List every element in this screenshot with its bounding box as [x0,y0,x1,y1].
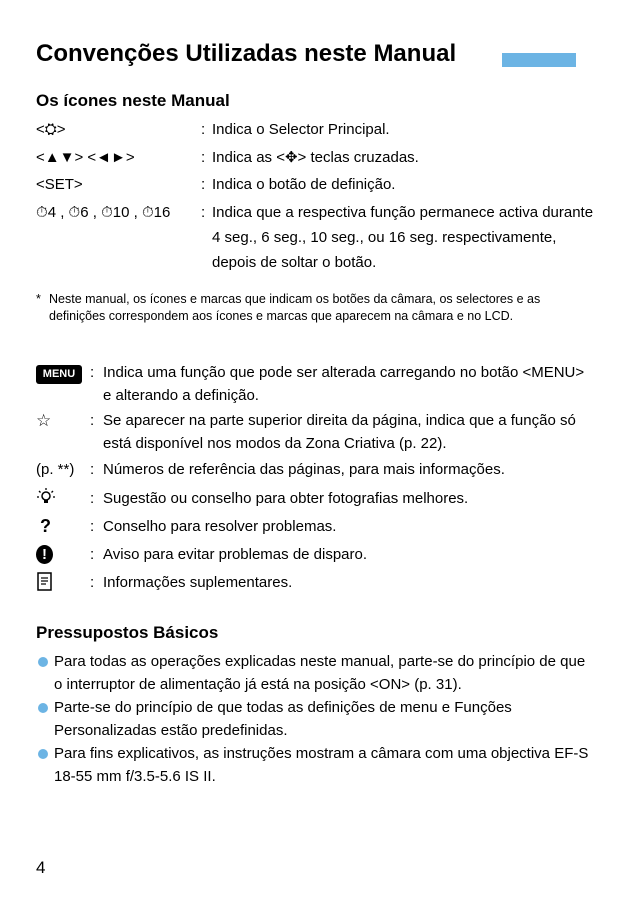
menu-icon: MENU [36,361,82,384]
memo-icon [36,571,54,600]
page-number: 4 [36,858,46,877]
bullet-dot-icon [38,749,48,759]
icon-description: Números de referência das páginas, para mais informações. [103,461,505,478]
colon: : [201,149,206,166]
icon-description: Se aparecer na parte superior direita da página, indica que a função só está disponível nos modos da Zona Criativa (p. 22). [103,412,576,452]
icon-description: Informações suplementares. [103,574,293,591]
colon: : [90,546,95,563]
definition-text: Indica o botão de definição. [212,176,396,193]
page-reference-symbol: (p. **) [36,461,75,478]
colon: : [90,412,95,429]
colon: : [90,490,95,507]
list-item-text: Para todas as operações explicadas neste manual, parte-se do princípio de que o interruptor de alimentação já está na posição <ON> (p. 31). [54,653,586,693]
colon: : [90,574,95,591]
icon-description: Indica uma função que pode ser alterada carregando no botão <MENU> e alterando a definição. [103,364,585,404]
colon: : [90,364,95,381]
section-heading-basics: Pressupostos Básicos [36,623,219,642]
lightbulb-icon [36,487,56,514]
main-dial-symbol: <⛭> [36,121,66,138]
bullet-dot-icon [38,703,48,713]
cross-keys-symbol: <▲▼> <◄►> [36,149,135,166]
timer-symbols: ⏱4 , ⏱6 , ⏱10 , ⏱16 [36,204,171,221]
list-item [36,696,596,742]
list-item [36,650,596,696]
colon: : [201,121,206,138]
title-accent-bar [502,53,576,67]
colon: : [201,176,206,193]
star-icon: ☆ [36,411,52,430]
definition-text: Indica as <✥> teclas cruzadas. [212,149,419,166]
icon-description: Aviso para evitar problemas de disparo. [103,546,368,563]
colon: : [90,461,95,478]
warning-icon: ! [36,545,53,564]
list-item-text: Parte-se do princípio de que todas as definições de menu e Funções Personalizadas estão predefinidas. [54,699,512,739]
icon-description: Conselho para resolver problemas. [103,518,337,535]
list-item [36,742,596,788]
question-icon: ? [40,516,51,536]
colon: : [201,204,206,221]
bullet-list [36,650,596,788]
set-button-symbol: <SET> [36,176,83,193]
icon-description: Sugestão ou conselho para obter fotografias melhores. [103,490,469,507]
definition-text: Indica o Selector Principal. [212,121,390,138]
footnote-text: Neste manual, os ícones e marcas que indicam os botões da câmara, os selectores e as definições correspondem aos ícones e marcas que aparecem na câmara e no LCD. [49,292,541,323]
page-title: Convenções Utilizadas neste Manual [36,40,457,67]
section-heading-icons: Os ícones neste Manual [36,91,230,110]
footnote-marker: * [36,292,41,306]
definition-text: Indica que a respectiva função permanece activa durante 4 seg., 6 seg., 10 seg., ou 16 seg. respectivamente, depois de soltar o botão. [212,204,594,271]
colon: : [90,518,95,535]
bullet-dot-icon [38,657,48,667]
list-item-text: Para fins explicativos, as instruções mostram a câmara com uma objectiva EF-S 18-55 mm f/3.5-5.6 IS II. [54,745,589,785]
